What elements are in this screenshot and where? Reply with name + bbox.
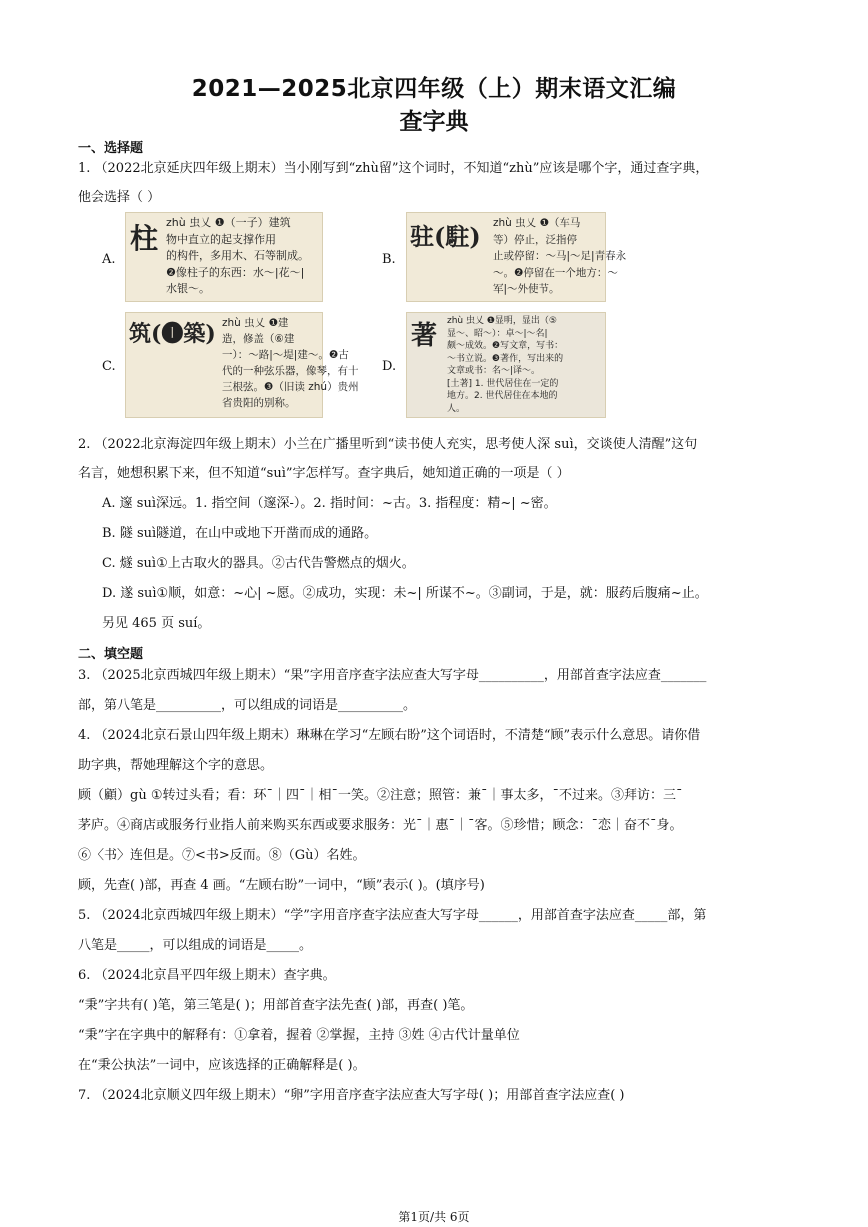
q4-line2: 助字典，帮她理解这个字的意思。 [78,758,274,773]
q1-option-d-definition: zhù 虫乂 ❶显明，显出（⑤ 显～、昭～）：卓～|～名| 颇～成效。❷写文章，写书： ～书立说。❸著作，写出来的 文章或书：名～|译～。 [土著] 1. 世代居住在一定的 地方。2. 世代居住在本地的 人。 [447,316,564,414]
q1-option-a-label[interactable]: A. [102,252,116,267]
q7-line1: 7. （2024北京顺义四年级上期末）“卵”字用音序查字法应查大写字母( )；用部首查字法应查( ) [78,1088,625,1103]
q1-option-b-label[interactable]: B. [382,252,396,267]
q3-line2: 部，第八笔是__________，可以组成的词语是__________。 [78,698,417,713]
q2-option-b[interactable]: B. 隧 suì隧道，在山中或地下开凿而成的通路。 [102,526,378,541]
q5-line1: 5. （2024北京西城四年级上期末）“学”字用音序查字法应查大写字母______，用部首查字法应查_____部，第 [78,908,707,923]
q1-option-a-character: 柱 [130,222,159,255]
section-heading-choice: 一、选择题 [78,141,144,156]
q4-definition-line1: 顾（顧）gù ①转过头看；看：环ˉ｜四ˉ｜相ˉ一笑。②注意；照管：兼ˉ｜事太多，ˉ不过来。③拜访：三ˉ [78,788,683,803]
q4-definition-line2: 茅庐。④商店或服务行业指人前来购买东西或要求服务：光ˉ｜惠ˉ｜ˉ客。⑤珍惜；顾念：ˉ恋｜奋不ˉ身。 [78,818,683,833]
q6-line4: 在“秉公执法”一词中，应该选择的正确解释是( )。 [78,1058,366,1073]
q2-option-d[interactable]: D. 遂 suì①顺，如意：~心| ~愿。②成功，实现：未~| 所谋不~。③副词，于是，就：服药后腹痛~止。 [102,586,708,601]
q1-option-b-definition: zhù 虫乂 ❶（车马 等）停止，泛指停 止或停留：～马|～足|青春永 ～。❷停留在一个地方：～ 军|～外使节。 [493,217,627,295]
q1-option-a-definition: zhù 虫乂 ❶（一子）建筑 物中直立的起支撑作用 的构件，多用木、石等制成。 ❷像柱子的东西：水～|花～| 水银～。 [166,216,309,295]
q1-option-c-dictionary-clip[interactable] [125,312,359,418]
q1-option-c-character: 筑(❶築) [129,321,216,347]
section-heading-fill: 二、填空题 [78,647,144,662]
q6-line2: “秉”字共有( )笔，第三笔是( )；用部首查字法先查( )部，再查( )笔。 [78,998,474,1013]
q3-line1: 3. （2025北京西城四年级上期末）“果”字用音序查字法应查大写字母__________，用部首查字法应查_______ [78,668,707,683]
q1-line1: 1. （2022北京延庆四年级上期末）当小刚写到“zhù留”这个词时，不知道“zhù”应该是哪个字，通过查字典， [78,161,709,176]
q1-option-b-character: 驻(駐) [410,222,481,251]
q2-line1: 2. （2022北京海淀四年级上期末）小兰在广播里听到“读书使人充实，思考使人深 suì，交谈使人清醒”这句 [78,437,698,452]
q2-option-c[interactable]: C. 燧 suì①上古取火的器具。②古代告警燃点的烟火。 [102,556,415,571]
page-title: 2021—2025北京四年级（上）期末语文汇编 [191,76,677,102]
q2-option-a[interactable]: A. 邃 suì深远。1. 指空间（邃深-）。2. 指时间：~古。3. 指程度：精~| ~密。 [102,496,557,511]
q6-line1: 6. （2024北京昌平四年级上期末）查字典。 [78,968,336,983]
q1-option-d-character: 著 [411,321,438,351]
q2-line2: 名言，她想积累下来，但不知道“suì”字怎样写。查字典后，她知道正确的一项是（ ） [78,466,570,481]
q2-option-d-extra: 另见 465 页 suí。 [102,616,211,631]
page-footer: 第1页/共 6页 [398,1210,470,1224]
q5-line2: 八笔是_____，可以组成的词语是_____。 [78,938,313,953]
q1-option-d-label[interactable]: D. [382,359,397,374]
q6-line3: “秉”字在字典中的解释有：①拿着，握着 ②掌握，主持 ③姓 ④古代计量单位 [78,1028,520,1043]
q4-line1: 4. （2024北京石景山四年级上期末）琳琳在学习“左顾右盼”这个词语时，不清楚“顾”表示什么意思。请你借 [78,728,701,743]
page-subtitle: 查字典 [399,109,469,135]
q1-option-a-dictionary-clip[interactable] [125,212,323,302]
q1-option-d-dictionary-clip[interactable] [406,312,606,418]
q4-answer-line: 顾，先查( )部，再查 4 画。“左顾右盼”一词中，“顾”表示( )。(填序号) [78,878,485,893]
q1-line2: 他会选择（ ） [78,190,161,205]
q1-option-c-definition: zhù 虫乂 ❶建 造，修盖（⑥建 一）：～路|～堤|建～。❷古 代的一种弦乐器，像琴，有十 三根弦。❸（旧读 zhú）贵州 省贵阳的别称。 [222,317,359,409]
q1-option-b-dictionary-clip[interactable] [406,212,627,302]
q1-option-c-label[interactable]: C. [102,359,116,374]
q4-definition-line3: ⑥〈书〉连但是。⑦<书>反而。⑧（Gù）名姓。 [78,848,366,863]
